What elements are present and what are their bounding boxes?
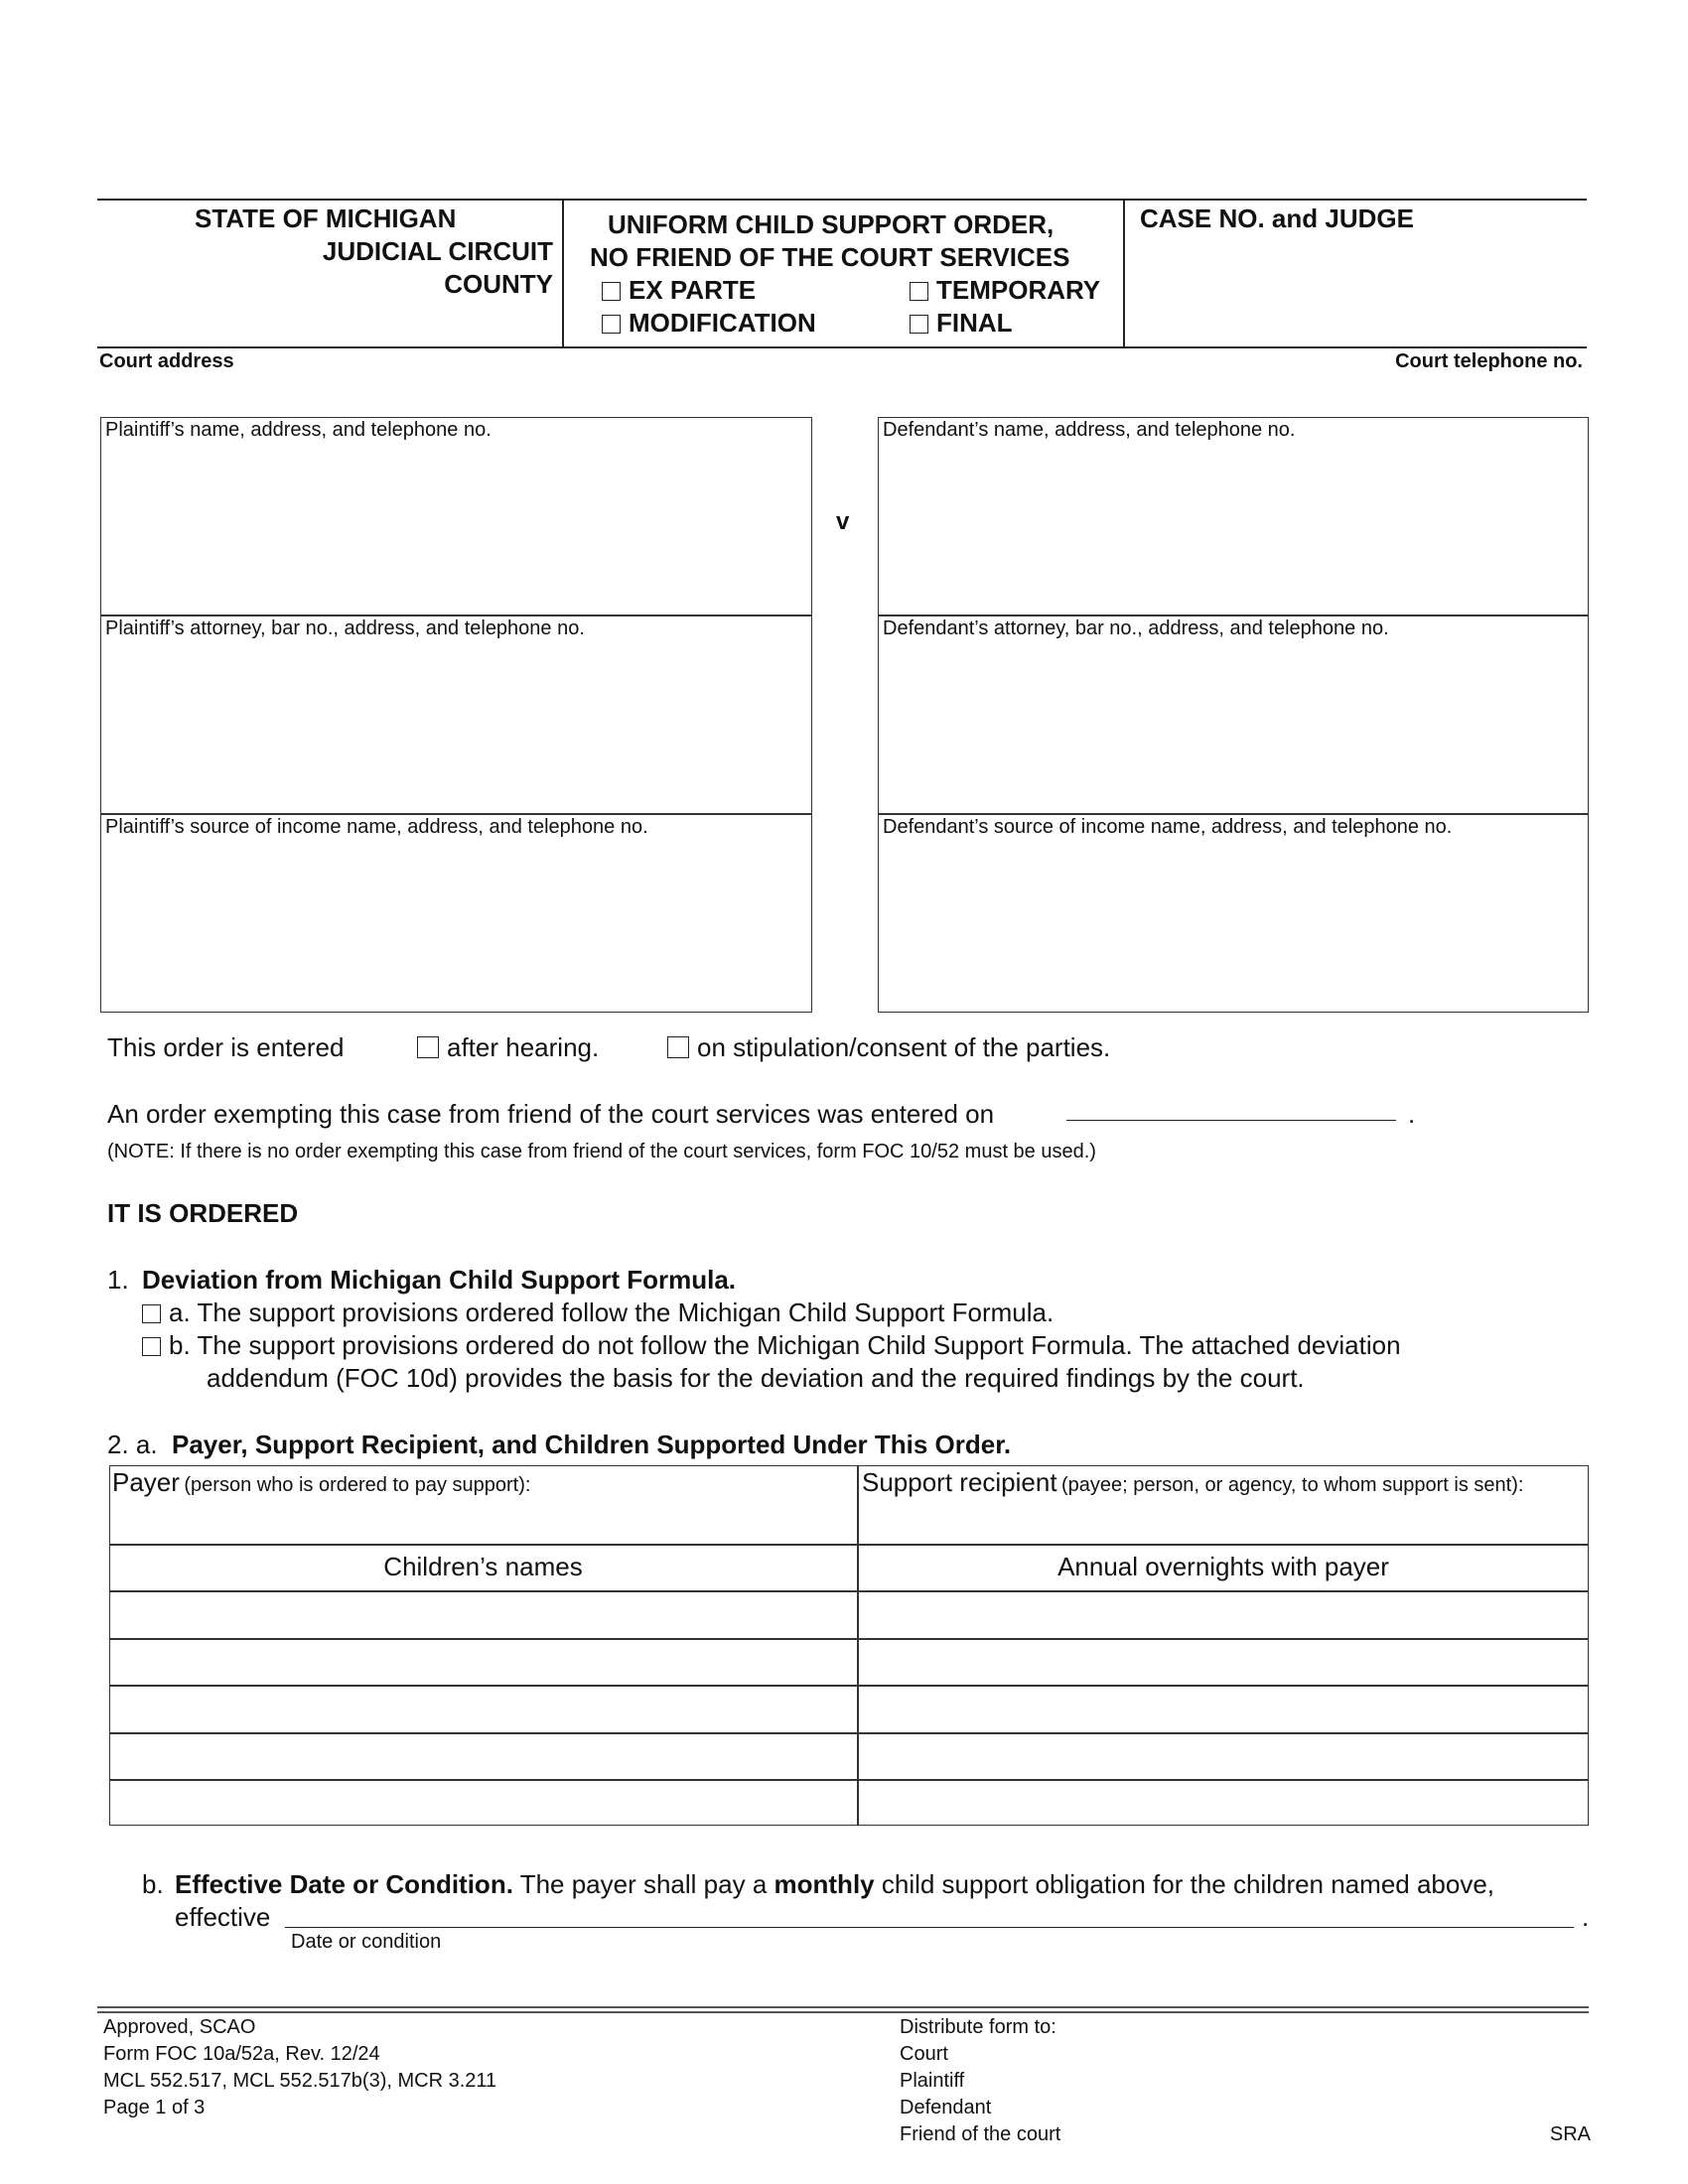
modification-checkbox[interactable] (602, 315, 621, 334)
plaintiff-income-field[interactable]: Plaintiff’s source of income name, address, and telephone no. (105, 816, 648, 838)
ex-parte-checkbox[interactable] (602, 282, 621, 301)
date-condition-caption: Date or condition (291, 1931, 442, 1953)
exempt-text: An order exempting this case from friend of the court services was entered on (107, 1099, 995, 1129)
footer-distribute (900, 2014, 1060, 2148)
temporary-label: TEMPORARY (936, 275, 1101, 305)
table-row-line-2 (109, 1590, 1589, 1592)
section2b-end: . (1582, 1902, 1590, 1932)
header-top-rule (97, 199, 1587, 201)
section1-option-a[interactable] (142, 1297, 1054, 1328)
final-checkbox[interactable] (910, 315, 928, 334)
plaintiff-attorney-field[interactable]: Plaintiff’s attorney, bar no., address, and telephone no. (105, 617, 585, 639)
option-ex-parte[interactable] (602, 275, 756, 306)
section2b-text (175, 1869, 1494, 1900)
county-label: COUNTY (444, 269, 553, 299)
defendant-divider-2 (878, 813, 1589, 815)
stipulation-checkbox[interactable] (667, 1036, 689, 1058)
distribute-foc: Friend of the court (900, 2123, 1061, 2145)
case-no-label: CASE NO. and JUDGE (1140, 204, 1414, 233)
table-row-line-1 (109, 1544, 1589, 1546)
section2b-title: Effective Date or Condition. (175, 1869, 513, 1899)
footer-left (103, 2014, 496, 2121)
ex-parte-label: EX PARTE (629, 275, 757, 305)
defendant-box (878, 417, 1589, 1013)
section2b-monthly: monthly (774, 1869, 875, 1899)
form-title-line1: UNIFORM CHILD SUPPORT ORDER, (608, 209, 1055, 239)
table-row-line-5 (109, 1732, 1589, 1734)
exempt-date-line[interactable] (1066, 1120, 1396, 1121)
recipient-note: (payee; person, or agency, to whom support is sent): (1061, 1474, 1524, 1496)
footer-page: Page 1 of 3 (103, 2097, 206, 2118)
section1-a-label: a. The support provisions ordered follow the Michigan Child Support Formula. (169, 1297, 1055, 1327)
section1-b-checkbox[interactable] (142, 1337, 161, 1356)
section2-number: 2. a. (107, 1430, 158, 1459)
distribute-heading: Distribute form to: (900, 2016, 1056, 2038)
children-table (109, 1465, 1589, 1826)
after-hearing-label: after hearing. (447, 1032, 600, 1062)
section2b-text2: child support obligation for the children named above, (881, 1869, 1495, 1899)
plaintiff-divider-1 (100, 614, 812, 616)
plaintiff-name-field[interactable]: Plaintiff’s name, address, and telephone no. (105, 419, 492, 441)
footer-sra: SRA (1549, 2123, 1591, 2145)
distribute-plaintiff: Plaintiff (900, 2070, 965, 2092)
section2b-letter: b. (142, 1869, 164, 1899)
section1-title: Deviation from Michigan Child Support Formula. (142, 1265, 737, 1295)
ordered-heading: IT IS ORDERED (107, 1198, 299, 1228)
effective-date-line[interactable] (285, 1927, 1574, 1928)
temporary-checkbox[interactable] (910, 282, 928, 301)
defendant-divider-1 (878, 614, 1589, 616)
payer-label: Payer (112, 1467, 180, 1497)
footer-rule-1 (97, 2006, 1589, 2008)
overnights-header: Annual overnights with payer (1057, 1552, 1389, 1581)
option-temporary[interactable] (910, 275, 1100, 306)
section1-b-continuation: addendum (FOC 10d) provides the basis for the deviation and the required findings by the court. (207, 1363, 1305, 1393)
distribute-defendant: Defendant (900, 2097, 992, 2118)
children-table-divider (857, 1465, 859, 1826)
table-row-line-6 (109, 1779, 1589, 1781)
exempt-note: (NOTE: If there is no order exempting this case from friend of the court services, form FOC 10/52 must be used.) (107, 1141, 1096, 1162)
defendant-income-field[interactable]: Defendant’s source of income name, address, and telephone no. (883, 816, 1453, 838)
defendant-name-field[interactable]: Defendant’s name, address, and telephone no. (883, 419, 1296, 441)
payer-note: (person who is ordered to pay support): (184, 1474, 531, 1496)
header-divider-left (562, 199, 564, 347)
modification-label: MODIFICATION (629, 308, 816, 338)
section1-number: 1. (107, 1265, 129, 1295)
plaintiff-box (100, 417, 812, 1013)
entry-intro: This order is entered (107, 1032, 345, 1062)
header-divider-right (1123, 199, 1125, 347)
entry-stipulation[interactable] (667, 1032, 1110, 1063)
court-telephone-label: Court telephone no. (1395, 350, 1583, 372)
distribute-court: Court (900, 2043, 948, 2065)
stipulation-label: on stipulation/consent of the parties. (697, 1032, 1111, 1062)
section2-title: Payer, Support Recipient, and Children Supported Under This Order. (172, 1430, 1012, 1459)
form-title-line2: NO FRIEND OF THE COURT SERVICES (590, 242, 1070, 272)
section2b-effective: effective (175, 1902, 271, 1932)
table-row-line-4 (109, 1685, 1589, 1687)
exempt-end: . (1408, 1099, 1416, 1129)
section2b-text1: The payer shall pay a (519, 1869, 768, 1899)
defendant-attorney-field[interactable]: Defendant’s attorney, bar no., address, and telephone no. (883, 617, 1389, 639)
footer-form-number: Form FOC 10a/52a, Rev. 12/24 (103, 2043, 380, 2065)
footer-mcl: MCL 552.517, MCL 552.517b(3), MCR 3.211 (103, 2070, 497, 2092)
header-bottom-rule (97, 346, 1587, 348)
footer-rule-2 (97, 2011, 1589, 2013)
option-modification[interactable] (602, 308, 816, 339)
recipient-label: Support recipient (862, 1467, 1057, 1497)
court-address-label: Court address (99, 350, 234, 372)
plaintiff-divider-2 (100, 813, 812, 815)
section1-option-b[interactable] (142, 1330, 1401, 1361)
section1-a-checkbox[interactable] (142, 1304, 161, 1323)
entry-after-hearing[interactable] (417, 1032, 599, 1063)
state-label: STATE OF MICHIGAN (195, 204, 457, 233)
final-label: FINAL (936, 308, 1013, 338)
section1-b-label: b. The support provisions ordered do not follow the Michigan Child Support Formula. The attached deviation (169, 1330, 1401, 1360)
payer-field[interactable] (112, 1467, 530, 1498)
table-row-line-3 (109, 1638, 1589, 1640)
recipient-field[interactable] (862, 1467, 1523, 1498)
option-final[interactable] (910, 308, 1013, 339)
footer-approved: Approved, SCAO (103, 2016, 256, 2038)
after-hearing-checkbox[interactable] (417, 1036, 439, 1058)
versus-label: v (836, 508, 850, 535)
circuit-label: JUDICIAL CIRCUIT (322, 236, 553, 266)
children-names-header: Children’s names (383, 1552, 583, 1581)
